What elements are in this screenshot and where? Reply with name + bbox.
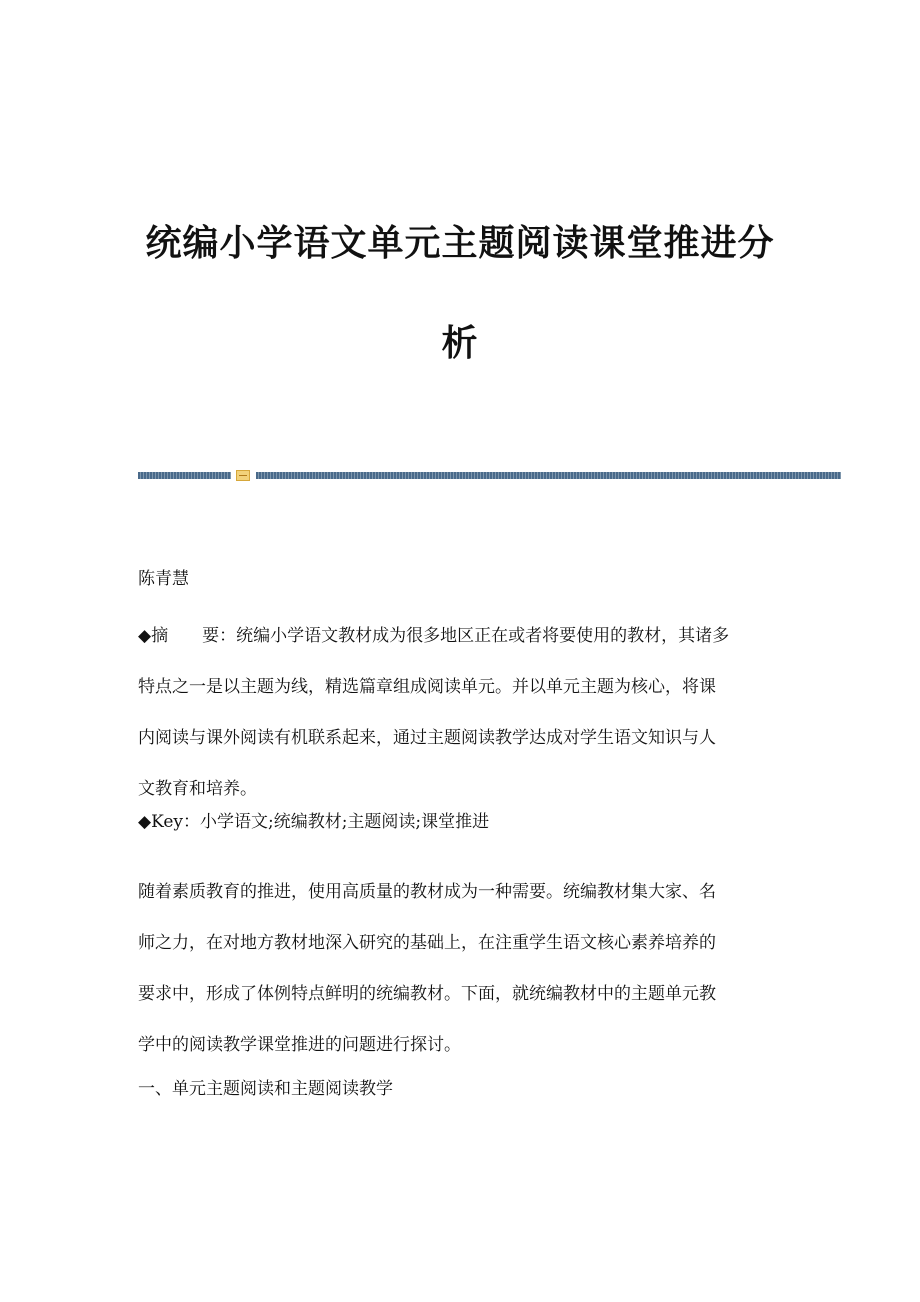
abstract-line: 文教育和培养。 xyxy=(138,779,257,799)
decorative-divider xyxy=(138,470,841,480)
abstract-label-part1: ◆摘 xyxy=(138,626,169,646)
abstract-label-part2: 要： xyxy=(202,626,237,646)
ornament-icon xyxy=(236,470,250,481)
keywords-line: ◆Key：小学语文;统编教材;主题阅读;课堂推进 xyxy=(138,812,490,832)
abstract-line: 特点之一是以主题为线，精选篇章组成阅读单元。并以单元主题为核心，将课 xyxy=(138,677,716,697)
document-title-line-1: 统编小学语文单元主题阅读课堂推进分 xyxy=(145,223,775,264)
abstract-line xyxy=(138,611,788,662)
abstract-line: 内阅读与课外阅读有机联系起来，通过主题阅读教学达成对学生语文知识与人 xyxy=(138,728,716,748)
divider-bar-left xyxy=(138,472,231,479)
body-line: 学中的阅读教学课堂推进的问题进行探讨。 xyxy=(138,1035,461,1055)
abstract-paragraph xyxy=(138,611,788,815)
body-line: 要求中，形成了体例特点鲜明的统编教材。下面，就统编教材中的主题单元教 xyxy=(138,984,716,1004)
abstract-text: 统编小学语文教材成为很多地区正在或者将要使用的教材，其诸多 xyxy=(236,626,730,646)
body-line: 随着素质教育的推进，使用高质量的教材成为一种需要。统编教材集大家、名 xyxy=(138,882,716,902)
document-title-line-2: 析 xyxy=(441,323,479,364)
section-heading: 一、单元主题阅读和主题阅读教学 xyxy=(138,1079,393,1099)
divider-bar-right xyxy=(256,472,841,479)
body-paragraph xyxy=(138,867,788,1071)
author-name: 陈青慧 xyxy=(138,569,189,589)
body-line: 师之力，在对地方教材地深入研究的基础上，在注重学生语文核心素养培养的 xyxy=(138,933,716,953)
